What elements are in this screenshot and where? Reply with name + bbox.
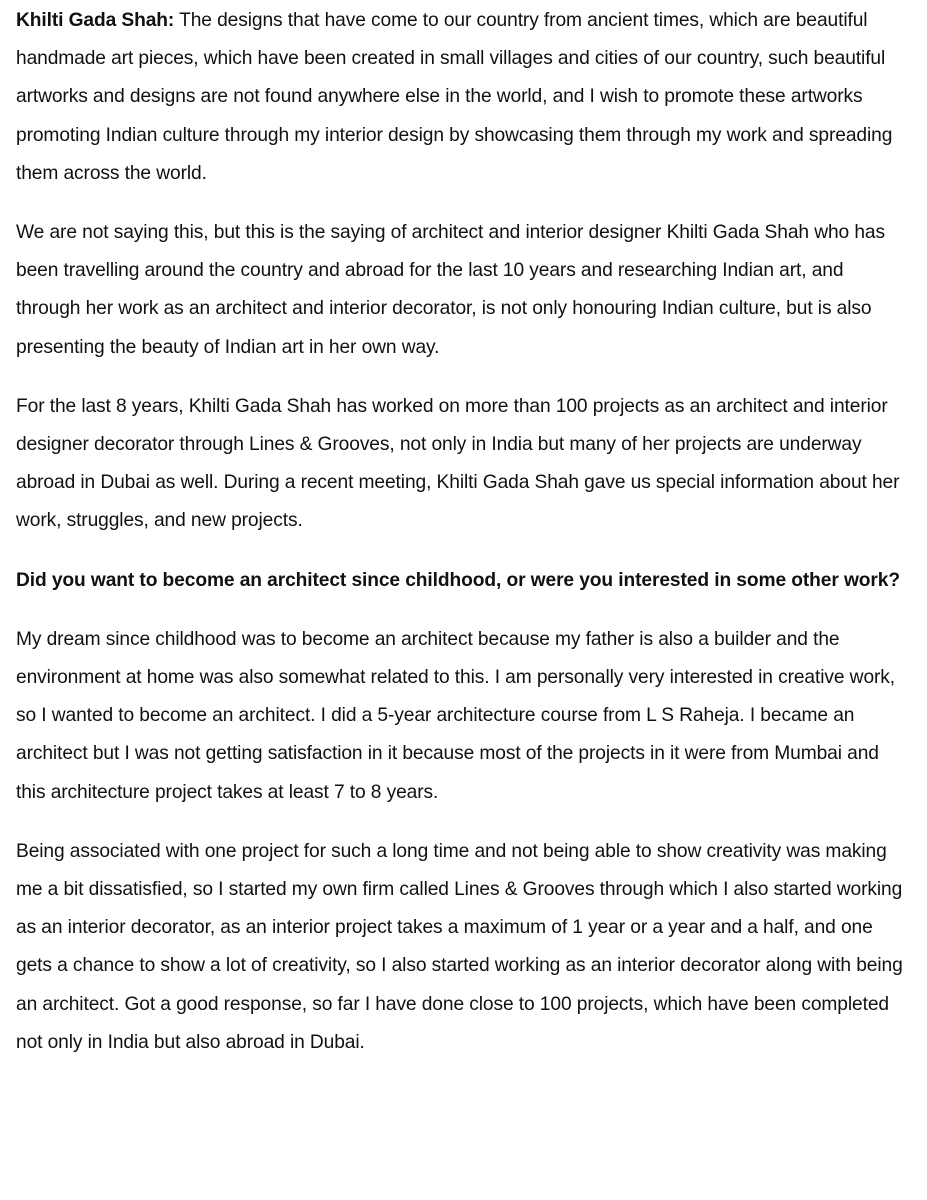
question-text: Did you want to become an architect since childhood, or were you interested in some other work? (16, 569, 900, 591)
context-paragraph: We are not saying this, but this is the saying of architect and interior designer Khilti Gada Shah who has been travelling around the country and abroad for the last 10 years and researching Indian art, and through her work as an architect and interior decorator, is not only honouring Indian culture, but is also presenting the beauty of Indian art in her own way. (16, 222, 885, 358)
speaker-name: Khilti Gada Shah: (16, 10, 175, 31)
interview-question (16, 562, 911, 600)
background-paragraph: For the last 8 years, Khilti Gada Shah has worked on more than 100 projects as an architect and interior designer decorator through Lines & Grooves, not only in India but many of her projects are underway abroad in Dubai as well. During a recent meeting, Khilti Gada Shah gave us special information about her work, struggles, and new projects. (16, 395, 900, 532)
answer-paragraph-1: My dream since childhood was to become an architect because my father is also a builder and the environment at home was also somewhat related to this. I am personally very interested in creative work, so I wanted to become an architect. I did a 5-year architecture course from L S Raheja. I became an architect but I was not getting satisfaction in it because most of the projects in it were from Mumbai and this architecture project takes at least 7 to 8 years. (16, 628, 896, 803)
intro-quote-text: The designs that have come to our country from ancient times, which are beautiful handmade art pieces, which have been created in small villages and cities of our country, such beautiful artworks and designs are not found anywhere else in the world, and I wish to promote these artworks promoting Indian culture through my interior design by showcasing them through my work and spreading them across the world. (16, 10, 893, 184)
intro-quote-paragraph (16, 2, 911, 193)
answer-paragraph-2: Being associated with one project for such a long time and not being able to show creativity was making me a bit dissatisfied, so I started my own firm called Lines & Grooves through which I also started working as an interior decorator, as an interior project takes a maximum of 1 year or a year and a half, and one gets a chance to show a lot of creativity, so I also started working as an interior decorator along with being an architect. Got a good response, so far I have done close to 100 projects, which have been completed not only in India but also abroad in Dubai. (16, 840, 903, 1053)
